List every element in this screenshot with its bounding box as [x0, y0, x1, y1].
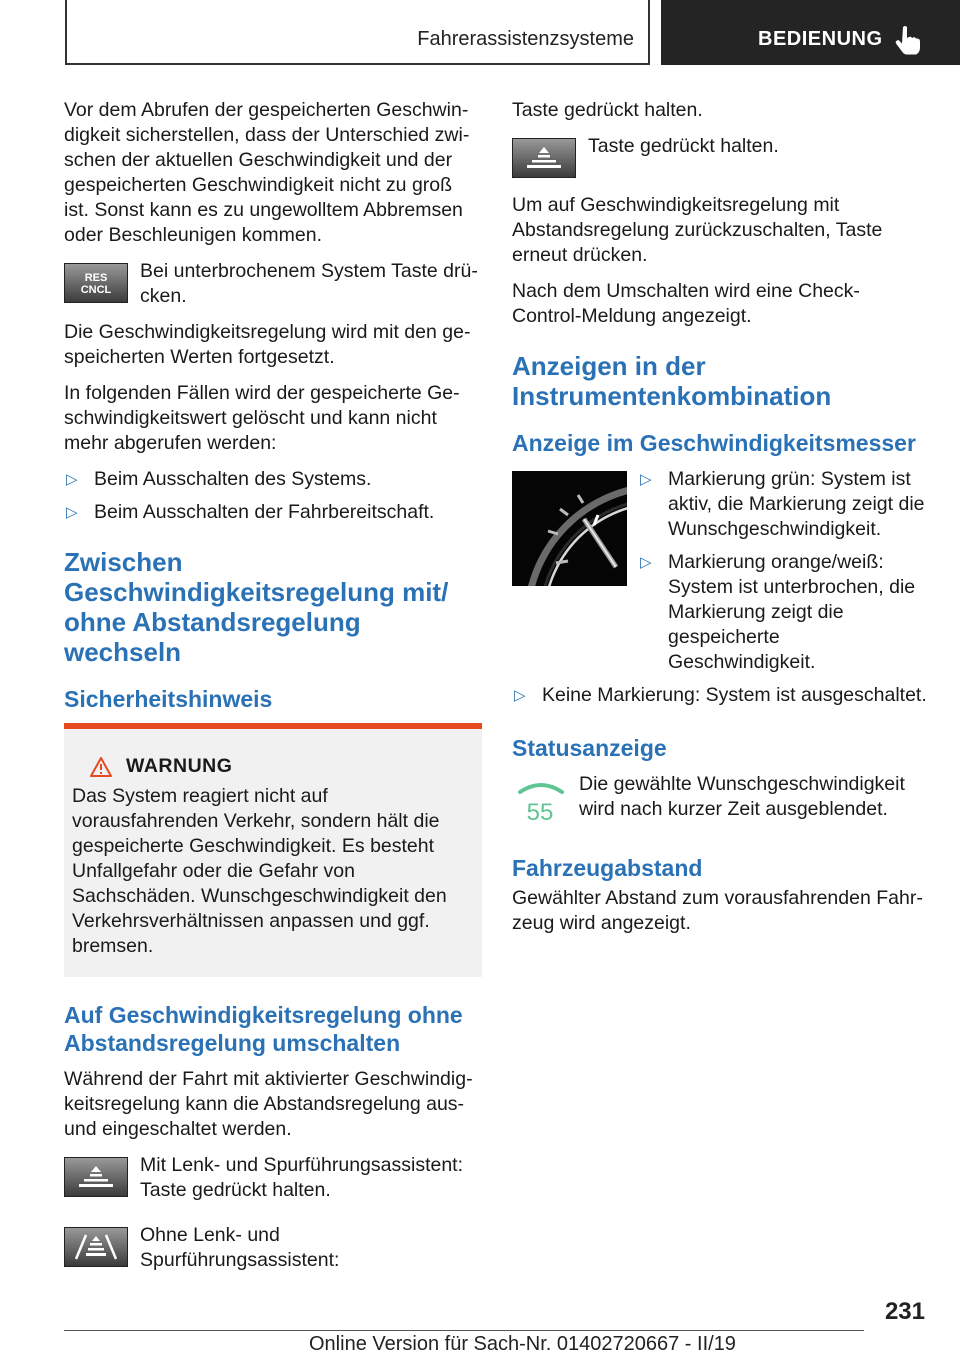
paragraph: In folgenden Fällen wird der gespeicherte Geschwindigkeitswert gelöscht und kann nicht mehr abgerufen werden: [64, 382, 460, 454]
section-heading: Zwischen Geschwindigkeitsregelung mit/ ohne Abstandsregelung wechseln [64, 547, 449, 667]
paragraph: Die Geschwindigkeitsregelung wird mit den gespeicherten Werten fortgesetzt. [64, 321, 471, 368]
header-section-box [65, 0, 650, 65]
header-chapter-title: BEDIENUNG [758, 28, 883, 50]
distance-button-row [512, 134, 928, 179]
status-section [512, 772, 928, 832]
res-cncl-text: Bei unterbrochenem System Taste drücken. [140, 260, 478, 307]
with-lane-assist-row [64, 1153, 482, 1209]
list-item: ▷ Markierung grün: System ist aktiv, die Markierung zeigt die Wunschgeschwindigkeit. [640, 468, 925, 540]
subsection-heading: Sicherheitshinweis [64, 686, 273, 712]
svg-text:RES: RES [84, 272, 108, 284]
left-column [64, 98, 482, 1284]
with-lane-assist-text: Mit Lenk- und Spurführungsassistent: Taste gedrückt halten. [140, 1154, 464, 1201]
footer-divider [64, 1330, 864, 1331]
res-cncl-row [64, 259, 482, 309]
speedometer-marking-image [512, 471, 627, 586]
subsection-heading: Auf Geschwindigkeitsregelung ohne Abstandsregelung umschalten [64, 1002, 463, 1056]
warning-text: Das System reagiert nicht auf vorausfahrenden Verkehr, sondern hält die gespeicherte Geschwindigkeit. Es besteht Unfallgefahr oder die Gefahr von Sachschäden. Wunschgeschwindigkeit den Verkehrsverhältnissen anpassen und ggf. bremsen. [72, 785, 447, 957]
header-section-title: Fahrerassistenzsysteme [417, 28, 634, 50]
subsection-heading: Anzeige im Geschwindigkeitsmesser [512, 430, 916, 456]
list-item: ▷ Markierung orange/weiß: System ist unterbrochen, die Markierung zeigt die gespeicherte Geschwindigkeit. [640, 551, 916, 673]
without-lane-assist-row [64, 1223, 482, 1273]
warning-triangle-icon [90, 757, 112, 777]
svg-text:CNCL: CNCL [80, 284, 112, 296]
list-item: ▷ Beim Ausschalten der Fahrbereitschaft. [66, 501, 435, 523]
right-column [512, 98, 928, 947]
distance-control-button-icon [64, 1157, 128, 1197]
deletion-list [64, 467, 482, 525]
speed-status-icon [516, 778, 566, 824]
distance-control-button-icon [512, 138, 576, 178]
status-text: Die gewählte Wunschgeschwindigkeit wird nach kurzer Zeit ausgeblendet. [579, 773, 905, 820]
hand-pointer-icon [895, 25, 921, 55]
res-cncl-button-icon [64, 263, 128, 303]
page-number: 231 [884, 1298, 925, 1325]
warning-box [64, 729, 482, 977]
speedometer-list [638, 467, 928, 675]
triangle-bullet-icon: ▷ [514, 687, 526, 704]
without-lane-assist-text: Ohne Lenk- und Spurführungsassistent: [140, 1224, 340, 1271]
list-item: ▷ Keine Markierung: System ist ausgeschaltet. [514, 684, 927, 706]
triangle-bullet-icon: ▷ [640, 471, 652, 488]
list-item: ▷ Beim Ausschalten des Systems. [66, 468, 372, 490]
no-marking-list [512, 683, 928, 708]
subsection-heading: Fahrzeugabstand [512, 855, 703, 881]
paragraph: Während der Fahrt mit aktivierter Geschwindigkeitsregelung kann die Abstandsregelung aus- und eingeschaltet werden. [64, 1068, 473, 1140]
warning-title: WARNUNG [126, 755, 233, 777]
svg-text:55: 55 [526, 799, 554, 824]
speedometer-image [512, 471, 627, 586]
subsection-heading: Statusanzeige [512, 735, 667, 761]
triangle-bullet-icon: ▷ [66, 471, 78, 488]
warning-title-row [90, 755, 472, 778]
paragraph: Um auf Geschwindigkeitsregelung mit Abstandsregelung zurückzuschalten, Taste erneut drücken. [512, 194, 883, 266]
header-chapter-box [661, 0, 960, 65]
paragraph: Taste gedrückt halten. [512, 99, 703, 121]
speedometer-section [512, 467, 928, 675]
distance-lane-button-icon [64, 1227, 128, 1267]
paragraph: Nach dem Umschalten wird eine Check-Control-Meldung angezeigt. [512, 280, 860, 327]
section-heading: Anzeigen in der Instrumentenkombination [512, 351, 832, 411]
online-version-text: Online Version für Sach-Nr. 01402720667 - II/19 [309, 1333, 736, 1355]
triangle-bullet-icon: ▷ [66, 504, 78, 521]
triangle-bullet-icon: ▷ [640, 554, 652, 571]
paragraph: Gewählter Abstand zum vorausfahrenden Fahrzeug wird angezeigt. [512, 887, 923, 934]
paragraph: Vor dem Abrufen der gespeicherten Geschwindigkeit sicherstellen, dass der Unterschied zwischen der aktuellen Geschwindigkeit und der gespeicherten Geschwindigkeit nicht zu groß ist. Sonst kann es zu ungewolltem Abbremsen oder Beschleunigen kommen. [64, 99, 470, 246]
distance-button-text: Taste gedrückt halten. [588, 135, 779, 157]
